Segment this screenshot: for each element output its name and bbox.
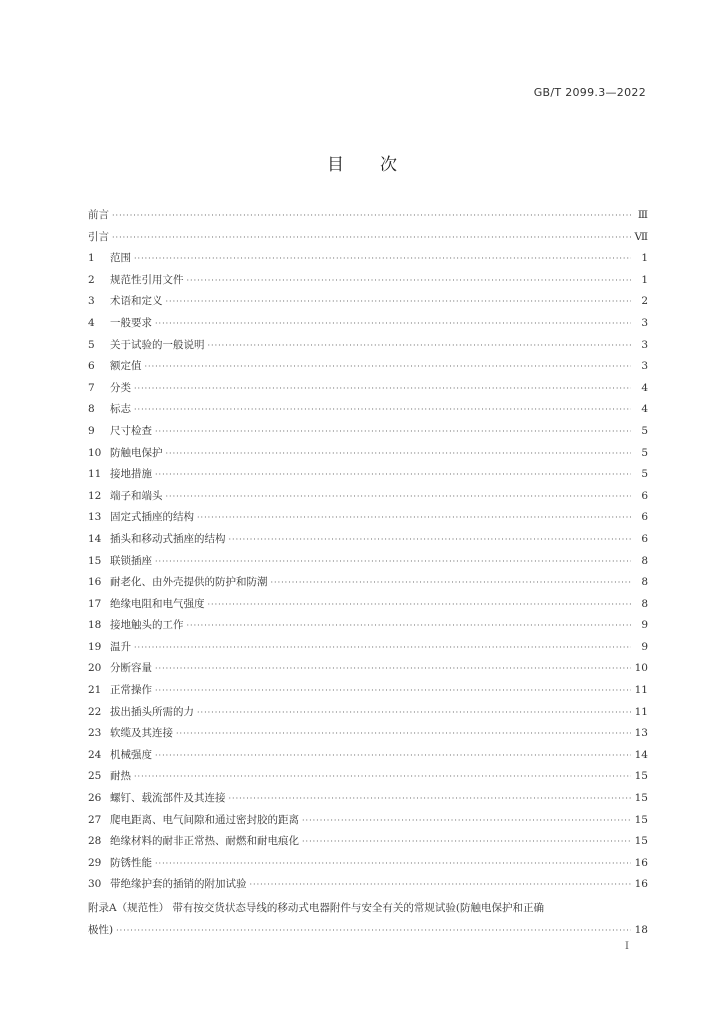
toc-entry-label: 爬电距离、电气间隙和通过密封胶的距离 [110, 813, 299, 826]
toc-entry-number: 5 [88, 338, 95, 351]
toc-entry-page: 3 [641, 338, 648, 351]
toc-entry-label: 额定值 [110, 360, 142, 373]
toc-entry-page: 5 [641, 424, 648, 437]
toc-entry-page: 11 [634, 684, 648, 697]
toc-entry-label: 固定式插座的结构 [110, 511, 194, 524]
toc-entry-number: 27 [88, 813, 102, 826]
dot-leader [112, 233, 631, 242]
page-number: I [625, 941, 629, 952]
toc-entry-number: 7 [88, 381, 95, 394]
toc-entry-number: 26 [88, 792, 102, 805]
toc-entry-label: 范围 [110, 252, 131, 265]
toc-entry[interactable] [88, 596, 648, 618]
toc-entry[interactable] [88, 466, 648, 488]
toc-entry-label: 关于试验的一般说明 [110, 338, 205, 351]
dot-leader [155, 664, 631, 673]
toc-entry[interactable] [88, 293, 648, 315]
dot-leader [166, 492, 632, 501]
toc-entry-number: 16 [88, 576, 102, 589]
toc-entry[interactable] [88, 509, 648, 531]
toc-entry-label: 耐老化、由外壳提供的防护和防潮 [110, 576, 268, 589]
toc-entry-number: 4 [88, 316, 95, 329]
toc-entry-label: 标志 [110, 403, 131, 416]
dot-leader [166, 297, 632, 306]
toc-entry-number: 1 [88, 252, 95, 265]
toc-entry[interactable] [88, 855, 648, 877]
appendix-title-line1: 附录A（规范性） 带有按交货状态导线的移动式电器附件与安全有关的常规试验(防触电保护和正确 [88, 902, 545, 914]
toc-entry-page: 15 [634, 770, 648, 783]
toc-entry-number: 15 [88, 554, 102, 567]
page-title: 目次 [327, 155, 433, 175]
dot-leader [134, 254, 631, 263]
toc-entry-label: 分类 [110, 381, 131, 394]
toc-entry-page: 9 [641, 619, 648, 632]
toc-entry[interactable] [88, 488, 648, 510]
dot-leader [197, 513, 631, 522]
dot-leader [302, 837, 631, 846]
toc-entry-label: 绝缘材料的耐非正常热、耐燃和耐电痕化 [110, 835, 299, 848]
dot-leader [134, 384, 631, 393]
toc-entry-label: 端子和端头 [110, 489, 163, 502]
toc-entry-label: 规范性引用文件 [110, 273, 184, 286]
toc-entry-number: 11 [88, 468, 102, 481]
toc-entry-page: 3 [641, 316, 648, 329]
toc-entry-number: 20 [88, 662, 102, 675]
dot-leader [145, 362, 632, 371]
appendix-page: 18 [634, 923, 648, 936]
toc-entry[interactable] [88, 812, 648, 834]
toc-entry-label: 防锈性能 [110, 856, 152, 869]
toc-entry-page: 1 [641, 252, 648, 265]
table-of-contents [88, 207, 648, 941]
toc-entry-page: Ⅲ [637, 209, 648, 221]
dot-leader [155, 470, 631, 479]
toc-entry[interactable] [88, 747, 648, 769]
toc-entry[interactable] [88, 833, 648, 855]
toc-entry-label: 防触电保护 [110, 446, 163, 459]
toc-entry[interactable] [88, 401, 648, 423]
toc-entry[interactable] [88, 768, 648, 790]
toc-entry-number: 21 [88, 684, 102, 697]
toc-entry-number: 29 [88, 856, 102, 869]
toc-entry-label: 一般要求 [110, 316, 152, 329]
toc-entry-number: 2 [88, 273, 95, 286]
toc-entry-label: 术语和定义 [110, 295, 163, 308]
toc-entry-page: 16 [634, 856, 648, 869]
toc-entry[interactable] [88, 272, 648, 294]
toc-entry[interactable] [88, 315, 648, 337]
toc-entry[interactable] [88, 682, 648, 704]
toc-entry-number: 14 [88, 532, 102, 545]
toc-entry[interactable] [88, 876, 648, 898]
dot-leader [197, 708, 631, 717]
toc-entry[interactable] [88, 639, 648, 661]
toc-entry-page: 15 [634, 835, 648, 848]
toc-entry-page: 10 [634, 662, 648, 675]
toc-entry[interactable] [88, 423, 648, 445]
toc-entry-number: 18 [88, 619, 102, 632]
toc-entry-label: 前言 [88, 209, 109, 221]
toc-entry-number: 23 [88, 727, 102, 740]
dot-leader [155, 859, 631, 868]
toc-entry-page: 15 [634, 813, 648, 826]
toc-entry-page: 16 [634, 878, 648, 891]
toc-entry-number: 22 [88, 705, 102, 718]
toc-entry-label: 拔出插头所需的力 [110, 705, 194, 718]
toc-entry-label: 绝缘电阻和电气强度 [110, 597, 205, 610]
toc-entry-label: 接地措施 [110, 468, 152, 481]
toc-entry[interactable] [88, 531, 648, 553]
toc-entry-page: 8 [641, 576, 648, 589]
toc-entry[interactable] [88, 207, 648, 229]
dot-leader [134, 643, 631, 652]
toc-entry[interactable] [88, 250, 648, 272]
toc-entry-label: 分断容量 [110, 662, 152, 675]
toc-entry-number: 28 [88, 835, 102, 848]
toc-entry[interactable] [88, 553, 648, 575]
toc-entry-label: 引言 [88, 230, 109, 243]
toc-entry-label: 插头和移动式插座的结构 [110, 532, 226, 545]
dot-leader [208, 600, 632, 609]
dot-leader [166, 449, 632, 458]
toc-entry[interactable] [88, 574, 648, 596]
toc-entry-number: 9 [88, 424, 95, 437]
standard-code: GB/T 2099.3—2022 [533, 86, 646, 99]
dot-leader [155, 427, 631, 436]
dot-leader [229, 794, 632, 803]
dot-leader [208, 341, 632, 350]
toc-entry-number: 13 [88, 511, 102, 524]
dot-leader [271, 578, 632, 587]
dot-leader [155, 686, 631, 695]
toc-entry-page: Ⅶ [634, 230, 648, 243]
dot-leader [187, 276, 632, 285]
toc-entry-page: 6 [641, 532, 648, 545]
toc-entry-page: 1 [641, 273, 648, 286]
dot-leader [250, 880, 632, 889]
dot-leader [176, 729, 631, 738]
toc-entry-label: 机械强度 [110, 748, 152, 761]
toc-entry-page: 11 [634, 705, 648, 718]
dot-leader [112, 211, 631, 220]
toc-entry-label: 带绝缘护套的插销的附加试验 [110, 878, 247, 891]
toc-entry[interactable] [88, 358, 648, 380]
toc-entry[interactable] [88, 445, 648, 467]
toc-entry-number: 10 [88, 446, 102, 459]
toc-entry-label: 正常操作 [110, 684, 152, 697]
dot-leader [155, 751, 631, 760]
toc-entry-page: 8 [641, 597, 648, 610]
toc-entry-page: 5 [641, 446, 648, 459]
toc-entry[interactable] [88, 660, 648, 682]
toc-entry-page: 13 [634, 727, 648, 740]
toc-entry-label: 耐热 [110, 770, 131, 783]
toc-entry-number: 30 [88, 878, 102, 891]
toc-entry-number: 19 [88, 640, 102, 653]
toc-entry-page: 3 [641, 360, 648, 373]
toc-entry-number: 8 [88, 403, 95, 416]
toc-entry-number: 12 [88, 489, 102, 502]
toc-entry-number: 6 [88, 360, 95, 373]
toc-entry-label: 软缆及其连接 [110, 727, 173, 740]
toc-entry[interactable] [88, 790, 648, 812]
toc-entry[interactable] [88, 380, 648, 402]
toc-entry-page: 5 [641, 468, 648, 481]
toc-entry-page: 14 [634, 748, 648, 761]
dot-leader [116, 920, 631, 942]
toc-appendix-entry[interactable] [88, 898, 648, 941]
toc-entry-page: 15 [634, 792, 648, 805]
toc-entry-label: 温升 [110, 640, 131, 653]
toc-entry-label: 联锁插座 [110, 554, 152, 567]
toc-entry[interactable] [88, 229, 648, 251]
toc-entry[interactable] [88, 337, 648, 359]
dot-leader [155, 557, 631, 566]
toc-entry-number: 17 [88, 597, 102, 610]
appendix-title-line2: 极性) [88, 923, 114, 936]
toc-entry-page: 4 [641, 403, 648, 416]
toc-entry-number: 24 [88, 748, 102, 761]
toc-entry-page: 9 [641, 640, 648, 653]
toc-entry-page: 2 [641, 295, 648, 308]
toc-entry-number: 25 [88, 770, 102, 783]
dot-leader [187, 621, 632, 630]
toc-entry-page: 4 [641, 381, 648, 394]
toc-entry[interactable] [88, 704, 648, 726]
toc-entry-number: 3 [88, 295, 95, 308]
toc-entry-page: 6 [641, 511, 648, 524]
toc-entry-label: 接地触头的工作 [110, 619, 184, 632]
toc-entry-page: 6 [641, 489, 648, 502]
dot-leader [134, 772, 631, 781]
toc-entry[interactable] [88, 617, 648, 639]
toc-entry-label: 螺钉、载流部件及其连接 [110, 792, 226, 805]
toc-entry[interactable] [88, 725, 648, 747]
appendix-title-line2-row [88, 920, 648, 942]
toc-entry-label: 尺寸检查 [110, 424, 152, 437]
dot-leader [302, 816, 631, 825]
dot-leader [229, 535, 632, 544]
toc-entry-page: 8 [641, 554, 648, 567]
dot-leader [155, 319, 631, 328]
dot-leader [134, 405, 631, 414]
